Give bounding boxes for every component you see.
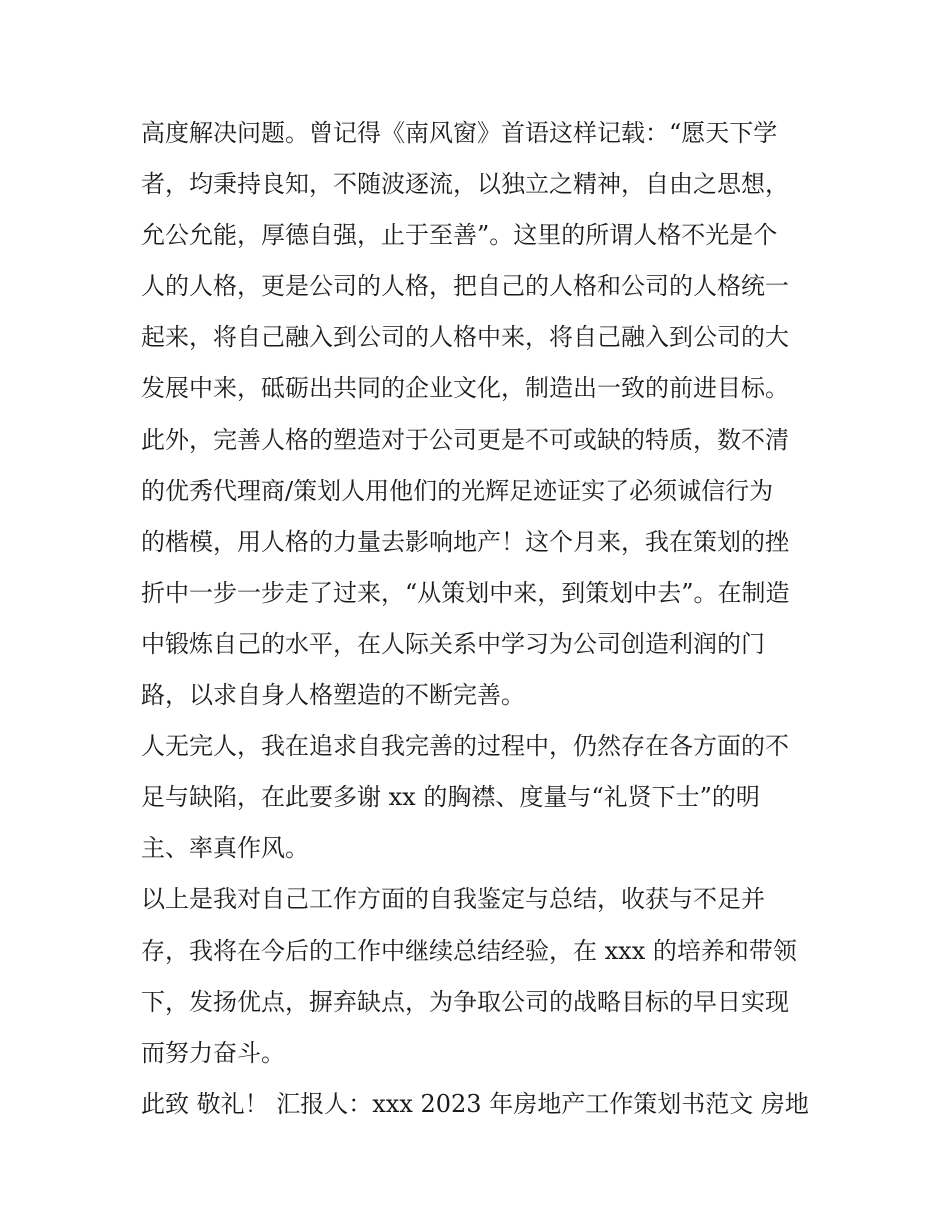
text-line-14: 足与缺陷，在此要多谢 xx 的胸襟、度量与“礼贤下士”的明 [141, 783, 760, 812]
text-line-4: 人的人格，更是公司的人格，把自己的人格和公司的人格统一 [141, 272, 789, 301]
text-line-6: 发展中来，砥砺出共同的企业文化，制造出一致的前进目标。 [141, 374, 789, 403]
text-line-20: 此致 敬礼！ 汇报人：xxx 2023 年房地产工作策划书范文 房地 [141, 1089, 809, 1118]
text-line-19: 而努力奋斗。 [141, 1038, 285, 1067]
text-line-12: 路，以求自身人格塑造的不断完善。 [141, 681, 525, 710]
text-line-1: 高度解决问题。曾记得《南风窗》首语这样记载：“愿天下学 [141, 119, 778, 147]
text-line-9: 的楷模，用人格的力量去影响地产！这个月来，我在策划的挫 [141, 527, 789, 556]
text-line-16: 以上是我对自己工作方面的自我鉴定与总结，收获与不足并 [141, 885, 765, 914]
text-line-15: 主、率真作风。 [141, 834, 309, 863]
document-body [141, 108, 813, 1130]
text-line-8: 的优秀代理商/策划人用他们的光辉足迹证实了必须诚信行为 [141, 476, 774, 505]
text-line-7: 此外，完善人格的塑造对于公司更是不可或缺的特质，数不清 [141, 425, 789, 454]
text-line-5: 起来，将自己融入到公司的人格中来，将自己融入到公司的大 [141, 323, 789, 352]
text-line-2: 者，均秉持良知，不随波逐流，以独立之精神，自由之思想， [141, 170, 789, 199]
text-line-17: 存，我将在今后的工作中继续总结经验，在 xxx 的培养和带领 [141, 936, 797, 965]
text-line-13: 人无完人，我在追求自我完善的过程中，仍然存在各方面的不 [141, 732, 789, 761]
text-line-18: 下，发扬优点，摒弃缺点，为争取公司的战略目标的早日实现 [141, 987, 789, 1016]
text-line-11: 中锻炼自己的水平，在人际关系中学习为公司创造利润的门 [141, 629, 765, 658]
text-line-10: 折中一步一步走了过来，“从策划中来，到策划中去”。在制造 [141, 578, 790, 607]
text-line-3: 允公允能，厚德自强，止于至善”。这里的所谓人格不光是个 [141, 221, 778, 250]
